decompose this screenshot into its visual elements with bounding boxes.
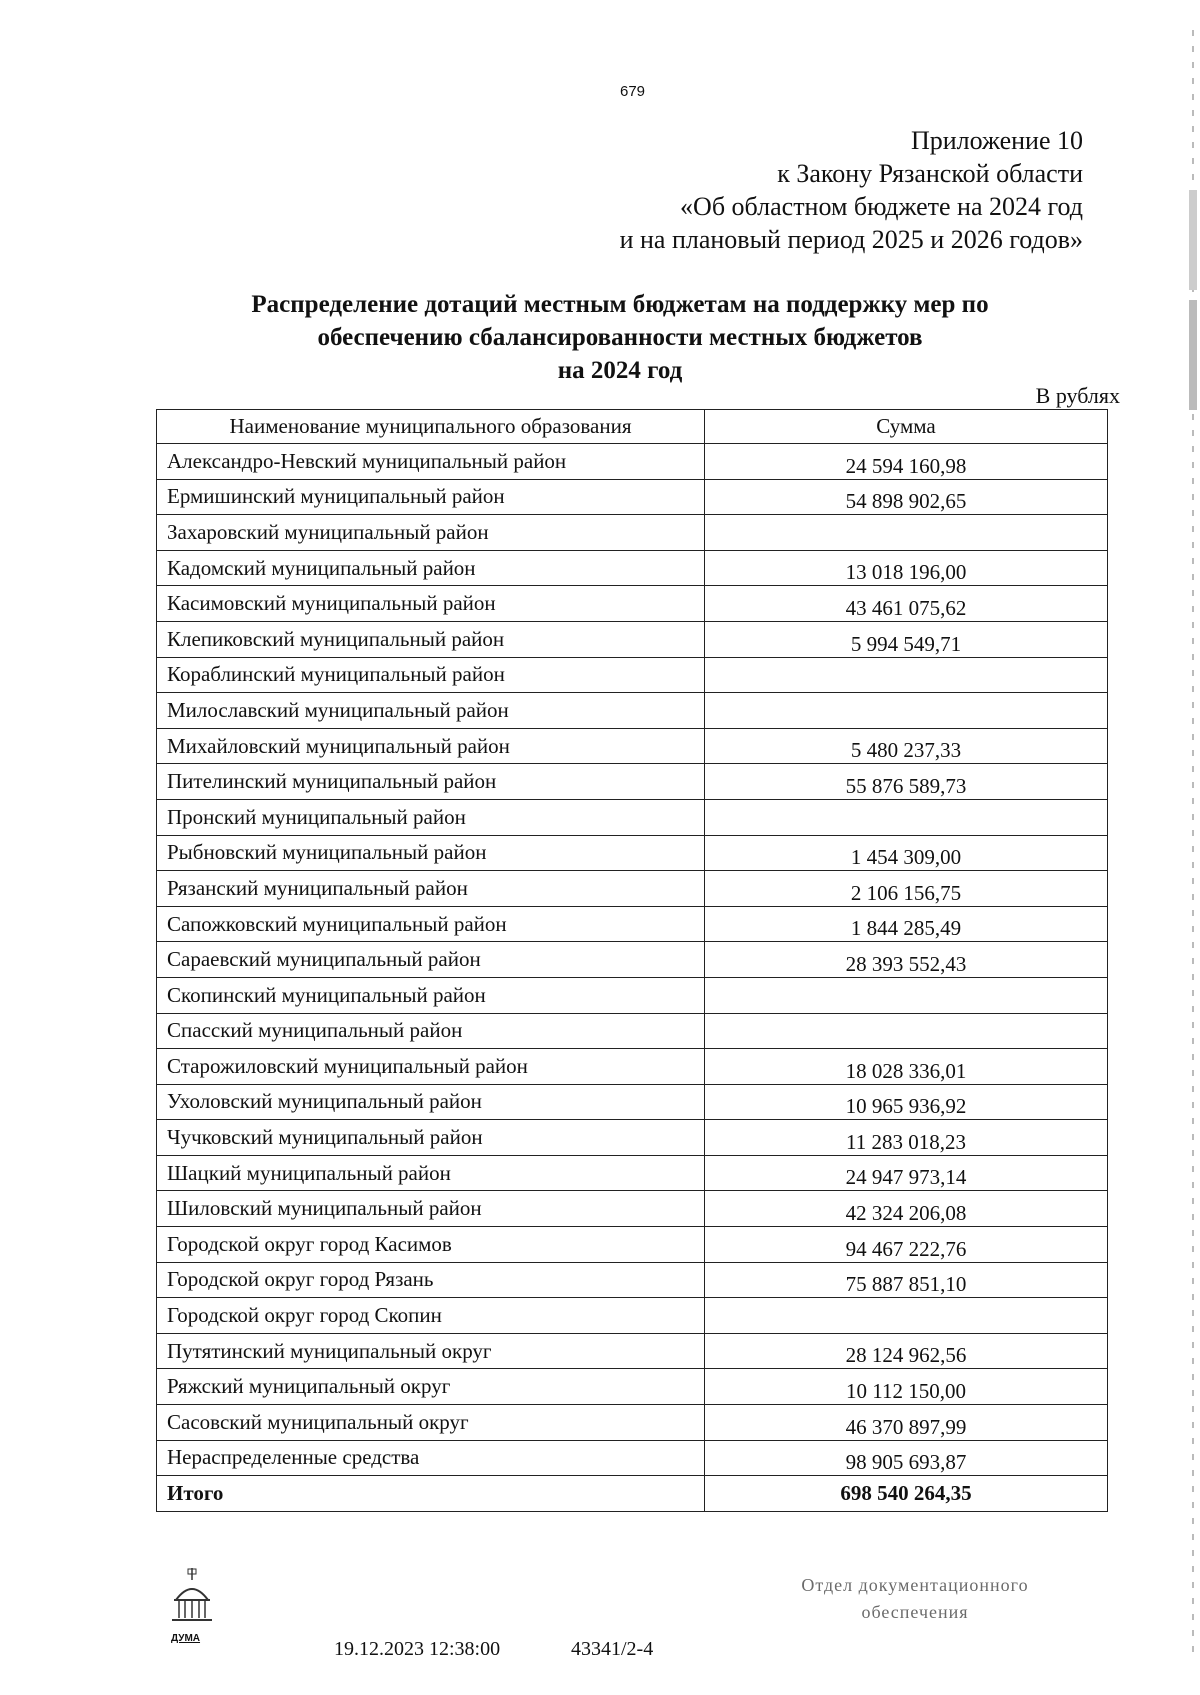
appendix-line: «Об областном бюджете на 2024 год xyxy=(680,192,1083,221)
budget-table xyxy=(156,409,1108,1512)
table-row xyxy=(157,1298,1108,1334)
municipality-name: Сараевский муниципальный район xyxy=(157,942,705,978)
subsidy-amount: 28 393 552,43 xyxy=(705,942,1108,978)
stamp-line: Отдел документационного xyxy=(801,1575,1029,1595)
municipality-name: Захаровский муниципальный район xyxy=(157,515,705,551)
subsidy-amount: 94 467 222,76 xyxy=(705,1227,1108,1263)
table-row xyxy=(157,1333,1108,1369)
table-row xyxy=(157,586,1108,622)
municipality-name: Сапожковский муниципальный район xyxy=(157,906,705,942)
table-row xyxy=(157,799,1108,835)
table-row xyxy=(157,1262,1108,1298)
municipality-name: Спасский муниципальный район xyxy=(157,1013,705,1049)
table-row xyxy=(157,1049,1108,1085)
table-row xyxy=(157,835,1108,871)
page-number: 679 xyxy=(620,83,646,100)
table-row xyxy=(157,550,1108,586)
table-row xyxy=(157,657,1108,693)
scan-edge-marks xyxy=(1186,0,1200,1695)
subsidy-amount xyxy=(705,657,1108,693)
municipality-name: Ухоловский муниципальный район xyxy=(157,1084,705,1120)
units-label: В рублях xyxy=(1035,383,1120,408)
subsidy-amount: 75 887 851,10 xyxy=(705,1262,1108,1298)
title-line: на 2024 год xyxy=(557,357,683,384)
table-row xyxy=(157,977,1108,1013)
table-row xyxy=(157,1369,1108,1405)
subsidy-amount: 18 028 336,01 xyxy=(705,1049,1108,1085)
total-row xyxy=(157,1476,1108,1512)
municipality-name: Михайловский муниципальный район xyxy=(157,728,705,764)
header-amount: Сумма xyxy=(705,410,1108,444)
subsidy-amount: 54 898 902,65 xyxy=(705,479,1108,515)
table-row xyxy=(157,1155,1108,1191)
municipality-name: Рыбновский муниципальный район xyxy=(157,835,705,871)
municipality-name: Александро-Невский муниципальный район xyxy=(157,444,705,480)
municipality-name: Кораблинский муниципальный район xyxy=(157,657,705,693)
subsidy-amount: 13 018 196,00 xyxy=(705,550,1108,586)
municipality-name: Клепиковский муниципальный район xyxy=(157,621,705,657)
table-body xyxy=(157,444,1108,1512)
municipality-name: Кадомский муниципальный район xyxy=(157,550,705,586)
subsidy-amount: 46 370 897,99 xyxy=(705,1405,1108,1441)
subsidy-amount xyxy=(705,1013,1108,1049)
header-name: Наименование муниципального образования xyxy=(157,410,705,444)
title-line: обеспечению сбалансированности местных бюджетов xyxy=(317,324,923,351)
municipality-name: Шиловский муниципальный район xyxy=(157,1191,705,1227)
appendix-header xyxy=(620,124,1083,256)
duma-building-icon xyxy=(170,1566,214,1632)
title-line: Распределение дотаций местным бюджетам на поддержку мер по xyxy=(251,291,989,318)
municipality-name: Городской округ город Касимов xyxy=(157,1227,705,1263)
subsidy-amount: 5 994 549,71 xyxy=(705,621,1108,657)
registration-number: 43341/2-4 xyxy=(571,1638,654,1660)
table-row xyxy=(157,1440,1108,1476)
table-row xyxy=(157,1191,1108,1227)
subsidy-amount xyxy=(705,693,1108,729)
logo-text: ДУМА xyxy=(171,1633,201,1644)
table-row xyxy=(157,1013,1108,1049)
municipality-name: Ермишинский муниципальный район xyxy=(157,479,705,515)
subsidy-amount: 55 876 589,73 xyxy=(705,764,1108,800)
appendix-line: и на плановый период 2025 и 2026 годов» xyxy=(619,225,1083,254)
table-row xyxy=(157,1084,1108,1120)
municipality-name: Городской округ город Скопин xyxy=(157,1298,705,1334)
subsidy-amount: 1 844 285,49 xyxy=(705,906,1108,942)
table-row xyxy=(157,871,1108,907)
subsidy-amount: 11 283 018,23 xyxy=(705,1120,1108,1156)
total-amount: 698 540 264,35 xyxy=(705,1476,1108,1512)
subsidy-amount xyxy=(705,799,1108,835)
municipality-name: Пронский муниципальный район xyxy=(157,799,705,835)
subsidy-amount xyxy=(705,977,1108,1013)
total-label: Итого xyxy=(157,1476,705,1512)
municipality-name: Городской округ город Рязань xyxy=(157,1262,705,1298)
appendix-line: Приложение 10 xyxy=(910,126,1083,155)
table-row xyxy=(157,479,1108,515)
municipality-name: Сасовский муниципальный округ xyxy=(157,1405,705,1441)
table-row xyxy=(157,444,1108,480)
table-row xyxy=(157,764,1108,800)
table-row xyxy=(157,1405,1108,1441)
stamp-line: обеспечения xyxy=(861,1602,969,1622)
subsidy-amount: 2 106 156,75 xyxy=(705,871,1108,907)
municipality-name: Шацкий муниципальный район xyxy=(157,1155,705,1191)
municipality-name: Рязанский муниципальный район xyxy=(157,871,705,907)
table-header-row xyxy=(157,410,1108,444)
municipality-name: Нераспределенные средства xyxy=(157,1440,705,1476)
municipality-name: Ряжский муниципальный округ xyxy=(157,1369,705,1405)
municipality-name: Старожиловский муниципальный район xyxy=(157,1049,705,1085)
table-row xyxy=(157,693,1108,729)
table-row xyxy=(157,942,1108,978)
municipality-name: Милославский муниципальный район xyxy=(157,693,705,729)
subsidy-amount: 28 124 962,56 xyxy=(705,1333,1108,1369)
subsidy-amount xyxy=(705,515,1108,551)
table-row xyxy=(157,621,1108,657)
subsidy-amount: 24 947 973,14 xyxy=(705,1155,1108,1191)
municipality-name: Касимовский муниципальный район xyxy=(157,586,705,622)
table-row xyxy=(157,515,1108,551)
subsidy-amount: 10 965 936,92 xyxy=(705,1084,1108,1120)
appendix-line: к Закону Рязанской области xyxy=(777,159,1083,188)
table-row xyxy=(157,728,1108,764)
subsidy-amount: 43 461 075,62 xyxy=(705,586,1108,622)
subsidy-amount: 98 905 693,87 xyxy=(705,1440,1108,1476)
municipality-name: Путятинский муниципальный округ xyxy=(157,1333,705,1369)
municipality-name: Скопинский муниципальный район xyxy=(157,977,705,1013)
department-stamp xyxy=(790,1572,1040,1626)
subsidy-amount: 1 454 309,00 xyxy=(705,835,1108,871)
municipality-name: Чучковский муниципальный район xyxy=(157,1120,705,1156)
subsidy-amount: 24 594 160,98 xyxy=(705,444,1108,480)
table-row xyxy=(157,1120,1108,1156)
subsidy-amount xyxy=(705,1298,1108,1334)
document-title xyxy=(160,288,1080,387)
registration-datetime: 19.12.2023 12:38:00 xyxy=(334,1638,501,1660)
table-row xyxy=(157,1227,1108,1263)
table-row xyxy=(157,906,1108,942)
subsidy-amount: 5 480 237,33 xyxy=(705,728,1108,764)
municipality-name: Пителинский муниципальный район xyxy=(157,764,705,800)
subsidy-amount: 10 112 150,00 xyxy=(705,1369,1108,1405)
subsidy-amount: 42 324 206,08 xyxy=(705,1191,1108,1227)
